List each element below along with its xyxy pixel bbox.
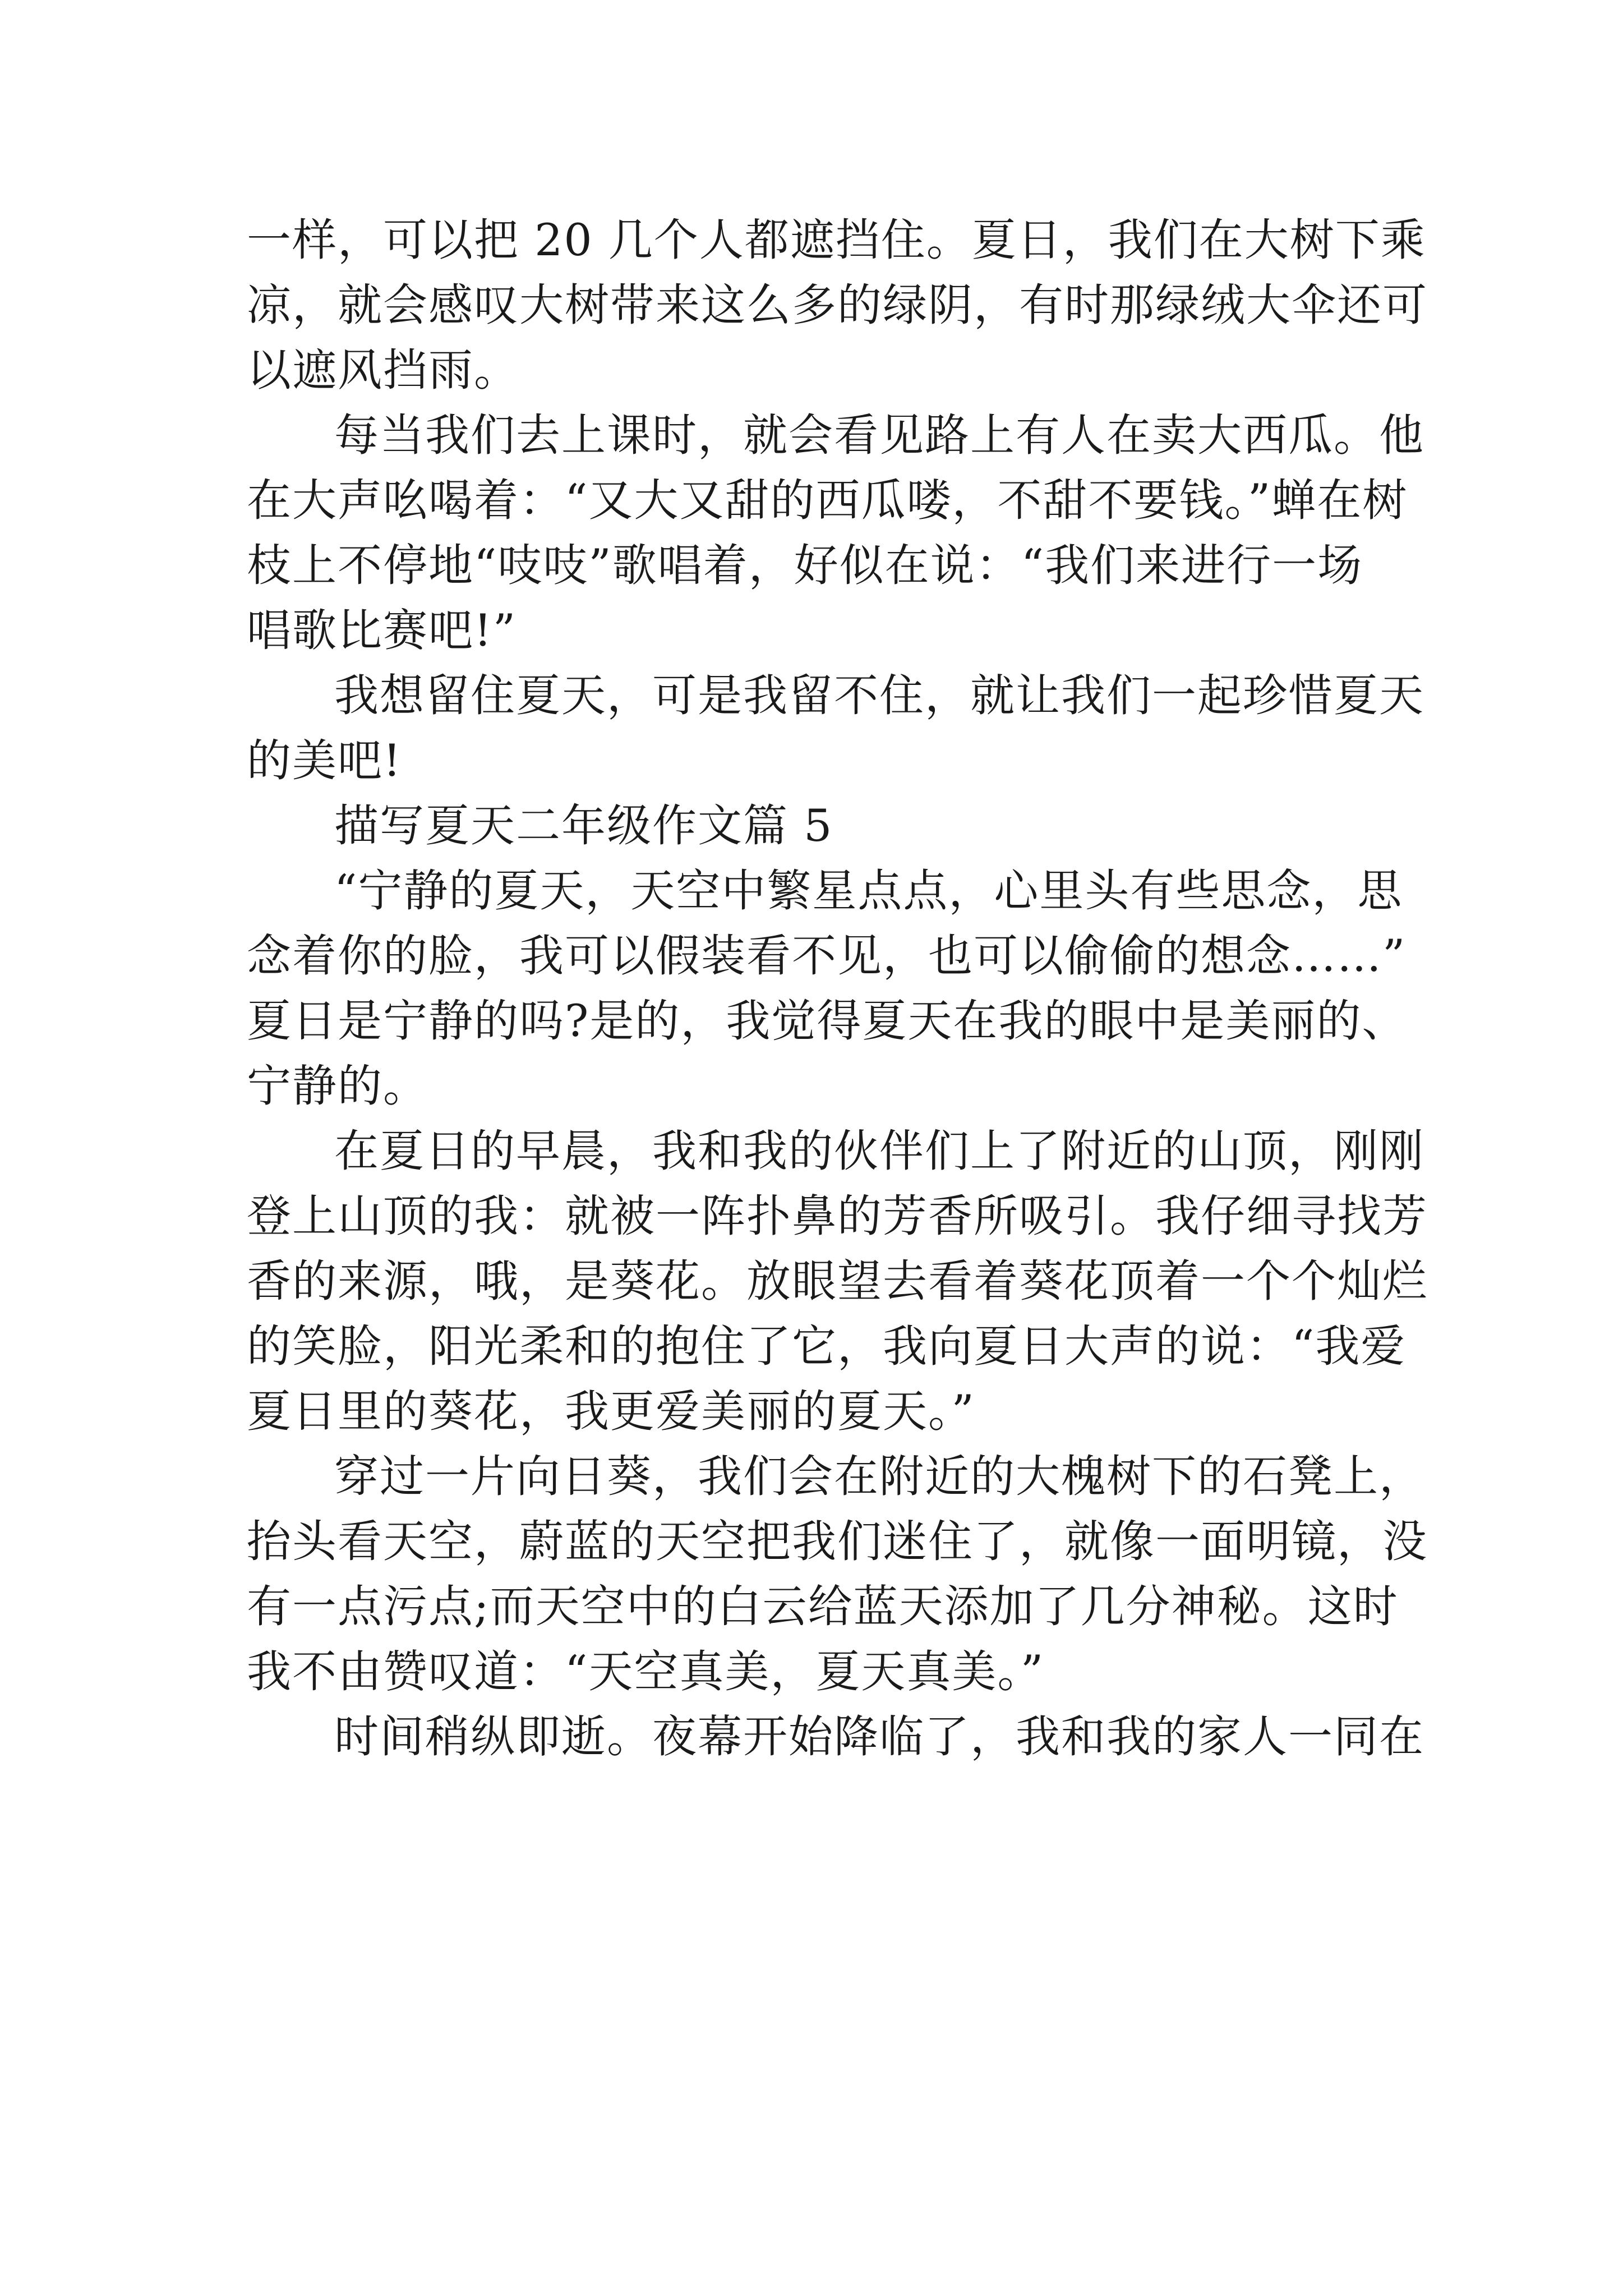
paragraph-first-line: 时间稍纵即逝。夜幕开始降临了，我和我的家人一同在 [334, 1711, 1424, 1763]
text-line: 在大声吆喝着：“又大又甜的西瓜喽，不甜不要钱。”蝉在树 [247, 475, 1408, 526]
text-line: 夏日是宁静的吗?是的，我觉得夏天在我的眼中是美丽的、 [247, 995, 1408, 1047]
essay-body [247, 208, 1428, 1769]
section-heading: 描写夏天二年级作文篇 5 [334, 800, 833, 852]
paragraph-first-line: 每当我们去上课时，就会看见路上有人在卖大西瓜。他 [334, 409, 1424, 461]
paragraph-first-line: 我想留住夏天，可是我留不住，就让我们一起珍惜夏天 [334, 670, 1424, 721]
text-line: 凉，就会感叹大树带来这么多的绿阴，有时那绿绒大伞还可 [247, 279, 1428, 331]
text-line: 我不由赞叹道：“天空真美，夏天真美。” [247, 1646, 1045, 1697]
text-line: 枝上不停地“吱吱”歌唱着，好似在说：“我们来进行一场 [247, 540, 1363, 591]
text-line: 一样，可以把 20 几个人都遮挡住。夏日，我们在大树下乘 [247, 214, 1426, 266]
paragraph-first-line: 穿过一片向日葵，我们会在附近的大槐树下的石凳上， [334, 1451, 1424, 1502]
text-line: 唱歌比赛吧!” [247, 605, 517, 656]
text-line: 念着你的脸，我可以假装看不见，也可以偷偷的想念……” [247, 930, 1407, 982]
text-line: 的笑脸，阳光柔和的抱住了它，我向夏日大声的说：“我爱 [247, 1320, 1407, 1372]
text-line: 香的来源，哦，是葵花。放眼望去看着葵花顶着一个个灿烂 [247, 1255, 1428, 1307]
text-line: 宁静的。 [247, 1060, 428, 1112]
paragraph-first-line: 在夏日的早晨，我和我的伙伴们上了附近的山顶，刚刚 [334, 1125, 1424, 1177]
text-line: 夏日里的葵花，我更爱美丽的夏天。” [247, 1386, 975, 1437]
text-line: 抬头看天空，蔚蓝的天空把我们迷住了，就像一面明镜，没 [247, 1516, 1428, 1567]
text-line: 的美吧! [247, 735, 402, 786]
paragraph-first-line: “宁静的夏天，天空中繁星点点，心里头有些思念，思 [334, 865, 1403, 917]
text-line: 以遮风挡雨。 [247, 344, 519, 396]
text-line: 有一点污点;而天空中的白云给蓝天添加了几分神秘。这时 [247, 1581, 1399, 1632]
text-line: 登上山顶的我：就被一阵扑鼻的芳香所吸引。我仔细寻找芳 [247, 1190, 1428, 1242]
